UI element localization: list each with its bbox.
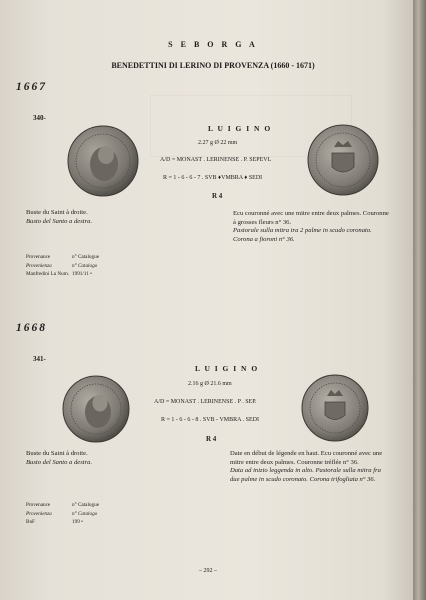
entry-number: 341- [33,355,46,363]
reverse-description [230,450,390,484]
provenance-row: Provenance n° Catalogue [26,254,99,260]
obverse-legend: A/D = MONAST . LERINENSE . P. SEPEVL [160,157,272,163]
coin-reverse-image [306,123,380,197]
weight-diameter: 2.16 g Ø 21.6 mm [188,381,232,387]
year-heading-1668: 1668 [16,322,47,334]
obverse-description-fr: Buste du Saint à droite. [26,209,88,216]
reverse-description-fr: Ecu couronné avec une mitre entre deux palmes. Couronne à grosses fleurs n° 36. [233,210,389,226]
coin-reverse-image [300,373,370,443]
provenance-row: BnF 199 • [26,519,83,526]
coin-obverse-image [61,374,131,444]
obverse-description-it: Busto del Santo a destra. [26,458,93,466]
obverse-legend: A/D = MONAST . LERINENSE . P . SEP. [154,399,257,405]
book-spine-edge [413,0,426,600]
weight-diameter: 2.27 g Ø 22 mm [198,140,238,146]
reverse-description-it: Pastorale sulla mitra tra 2 palme in scudo coronato. Corona a fioroni n° 36. [233,227,372,243]
rarity-grade: R 4 [212,192,223,200]
coin-denomination: L U I G I N O [208,124,272,133]
page-number: – 292 – [199,568,217,574]
page-header-title: S E B O R G A [168,40,258,49]
obverse-description [26,450,166,467]
obverse-description-fr: Buste du Saint à droite. [26,450,88,457]
reverse-description [233,210,393,244]
entry-number: 340- [33,114,46,122]
obverse-description [26,209,166,226]
provenance-row: Provenienza n° Catalogo [26,510,98,517]
provenance-table [26,501,99,527]
coin-denomination: L U I G I N O [195,364,259,373]
rarity-grade: R 4 [206,435,217,443]
obverse-description-it: Busto del Santo a destra. [26,217,93,225]
provenance-row: Manfredini La Num. 1991/11 • [26,271,92,278]
reverse-description-fr: Date en début de légende en haut. Ecu couronné avec une mitre entre deux palmes. Couronne tréflée n° 36. [230,450,383,466]
page-header-subtitle: BENEDETTINI DI LERINO DI PROVENZA (1660 - 1671) [111,61,315,70]
year-heading-1667: 1667 [16,81,47,93]
reverse-legend: R = 1 - 6 - 6 - 8 . SVB - VMBRA . SEDI [161,417,259,423]
coin-obverse-image [66,124,140,198]
reverse-description-it: Data ad inizio leggenda in alto. Pastorale sulla mitra fra due palme in scudo coronato. Corona trifogliata n° 36. [230,467,381,483]
provenance-table [26,253,99,279]
provenance-row: Provenance n° Catalogue [26,502,99,508]
reverse-legend: R = 1 - 6 - 6 - 7 . SVB ♦VMBRA ♦ SEDI [163,175,263,181]
provenance-row: Provenienza n° Catalogo [26,262,98,269]
